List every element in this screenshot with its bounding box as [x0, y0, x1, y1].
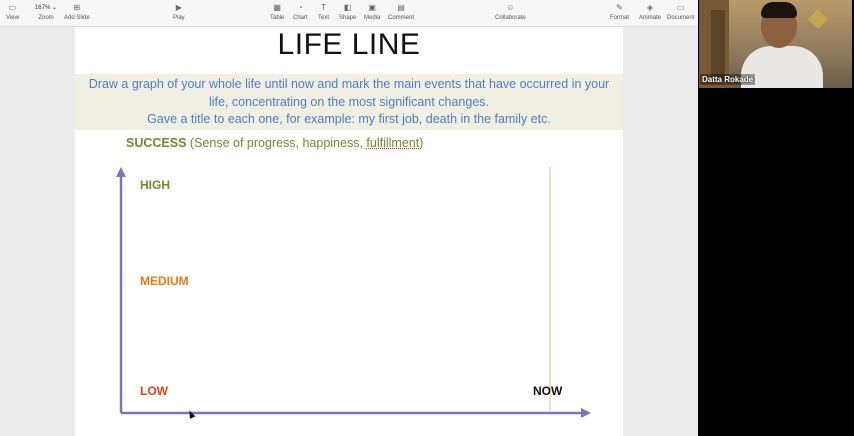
keynote-toolbar	[0, 0, 698, 27]
instruction-line: Gave a title to each one, for example: my first job, death in the family etc.	[147, 112, 551, 126]
success-desc-underlined: fulfillment	[366, 136, 420, 150]
success-desc-open: (Sense of progress, happiness,	[189, 136, 367, 150]
add-slide-icon: ⊞	[73, 3, 81, 12]
collaborate-button[interactable]: ☺ Collaborate	[495, 3, 526, 21]
shape-button[interactable]: ◧ Shape	[339, 3, 357, 21]
level-low[interactable]: LOW	[140, 384, 168, 398]
slide-canvas[interactable]	[75, 27, 623, 436]
table-icon: ▦	[273, 3, 281, 12]
x-axis-arrow	[581, 408, 591, 418]
format-button[interactable]: ✎ Format	[610, 3, 630, 21]
view-button[interactable]: ▭ View	[6, 3, 19, 21]
comment-icon: ▤	[397, 3, 405, 12]
success-desc-close: )	[419, 136, 424, 150]
play-button[interactable]: ▶ Play	[173, 3, 185, 21]
sidebar-icon: ▭	[8, 3, 17, 12]
shape-icon: ◧	[343, 3, 352, 12]
zoom-value: 167% ⌄	[34, 5, 58, 11]
chart-button[interactable]: ◔ Chart	[293, 3, 308, 21]
animate-icon: ◈	[646, 3, 654, 12]
text-icon: T	[321, 3, 326, 12]
media-button[interactable]: ▣ Media	[364, 3, 381, 21]
background-door-panel	[711, 10, 725, 80]
instruction-line: Draw a graph of your whole life until now and mark the main events that have occurred in your	[88, 77, 610, 91]
participant-hair	[761, 2, 797, 18]
table-button[interactable]: ▦ Table	[270, 3, 285, 21]
instruction-line: life, concentrating on the most significant changes.	[208, 94, 490, 109]
background-ornament	[808, 9, 828, 29]
chart-icon: ◔	[297, 3, 303, 12]
text-button[interactable]: T Text	[318, 3, 330, 21]
success-label: SUCCESS	[126, 136, 187, 150]
paintbrush-icon: ✎	[616, 3, 623, 12]
level-high[interactable]: HIGH	[140, 178, 170, 192]
participant-video[interactable]	[699, 0, 852, 88]
now-label[interactable]: NOW	[533, 384, 563, 398]
media-icon: ▣	[368, 3, 376, 12]
y-axis-arrow	[116, 167, 126, 177]
video-panel	[698, 0, 854, 436]
collaborate-icon: ☺	[506, 3, 515, 12]
comment-button[interactable]: ▤ Comment	[388, 3, 415, 21]
animate-button[interactable]: ◈ Animate	[639, 3, 662, 21]
life-line-axes	[75, 27, 623, 436]
zoom-control[interactable]: 167% ⌄ Zoom	[34, 5, 58, 21]
document-icon: ▭	[676, 3, 685, 12]
document-button[interactable]: ▭ Document	[667, 3, 695, 21]
level-medium[interactable]: MEDIUM	[140, 274, 189, 288]
play-icon: ▶	[175, 3, 182, 12]
add-slide-button[interactable]: ⊞ Add Slide	[64, 3, 90, 21]
slide-title[interactable]: LIFE LINE	[277, 28, 421, 61]
participant-name: Datta Rokade	[702, 75, 754, 84]
